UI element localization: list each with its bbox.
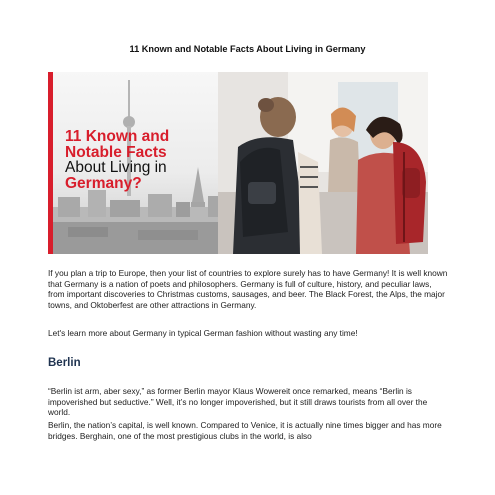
travelers-photo-illustration <box>218 72 428 254</box>
hero-heading-line-3: About Living in <box>65 159 167 176</box>
section-heading-berlin: Berlin <box>48 357 81 369</box>
accent-bar <box>48 72 53 254</box>
hero-heading-line-1: 11 Known and <box>65 128 170 145</box>
intro-paragraph-1: If you plan a trip to Europe, then your list of countries to explore surely has to have Germany! It is well known that Germany is a nation of poets and philosophers. Germany is full of culture, history, and peculiar laws, from important discoveries to Christmas customs, sausages, and beer. The Black Forest, the Alps, the major towns, and Oktoberfest are other attractions in Germany. <box>48 268 448 310</box>
hero-heading-line-4: Germany? <box>65 174 142 192</box>
page-title: 11 Known and Notable Facts About Living in Germany <box>129 44 366 54</box>
berlin-paragraph-1: “Berlin ist arm, aber sexy,” as former Berlin mayor Klaus Wowereit once remarked, means “Berlin is impoverished but seductive.” Well, it’s no longer impoverished, but it still draws tourists from all over the world. <box>48 386 428 418</box>
hero-heading <box>65 129 169 191</box>
hero-banner <box>48 72 428 254</box>
hero-heading-line-2: Notable Facts <box>65 143 167 161</box>
intro-paragraph-2: Let's learn more about Germany in typical German fashion without wasting any time! <box>48 328 358 338</box>
berlin-paragraph-2: Berlin, the nation’s capital, is well known. Compared to Venice, it is actually nine times bigger and has more bridges. Berghain, one of the most prestigious clubs in the world, is also <box>48 420 442 441</box>
hero-photo <box>218 72 428 254</box>
hero-left-panel <box>48 72 238 254</box>
